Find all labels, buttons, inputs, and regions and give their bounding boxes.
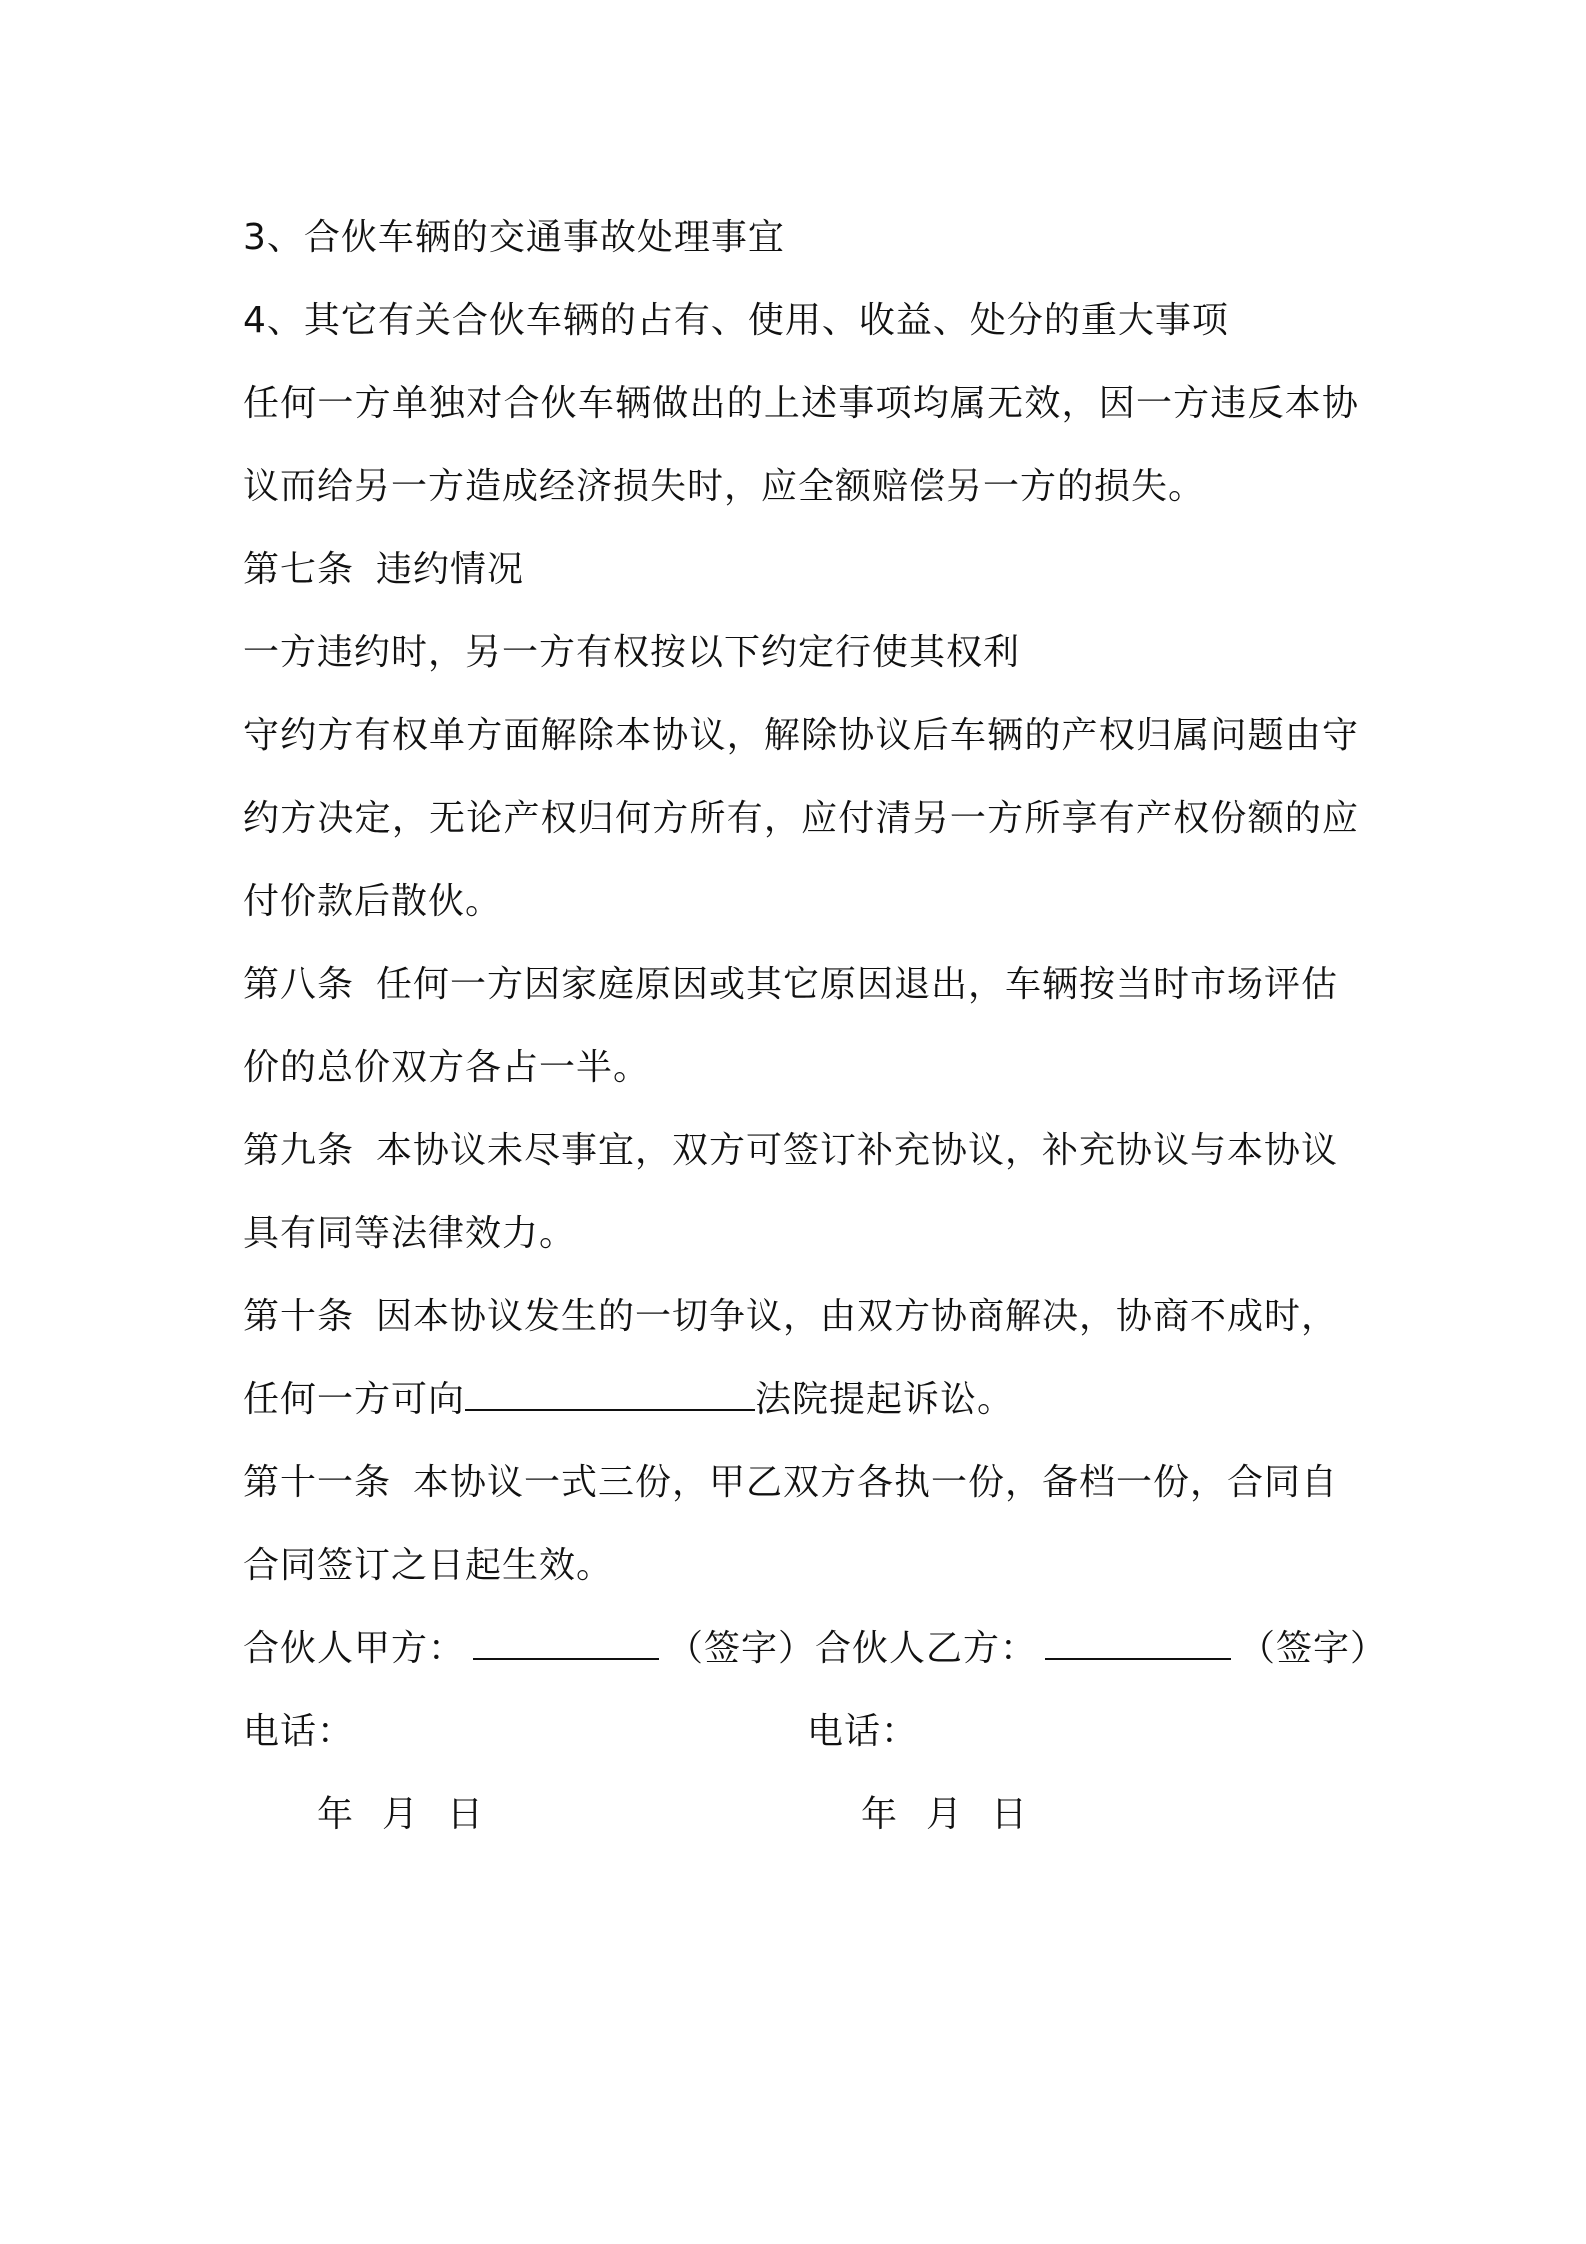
date-year: 年 [861, 1794, 899, 1835]
paragraph-line [243, 1358, 1363, 1441]
court-blank-field[interactable] [465, 1379, 755, 1411]
party-b-date [861, 1773, 1028, 1856]
article-title: 违约情况 [376, 549, 525, 590]
article-9 [243, 1109, 1363, 1192]
paragraph-line: 合同签订之日起生效。 [243, 1545, 614, 1586]
date-month: 月 [382, 1794, 420, 1835]
party-a-date [317, 1773, 484, 1856]
article-text: 因本协议发生的一切争议，由双方协商解决，协商不成时， [376, 1296, 1339, 1337]
paragraph-line: 约方决定，无论产权归何方所有，应付清另一方所享有产权份额的应 [243, 798, 1359, 839]
article-number: 第十条 [243, 1296, 355, 1337]
paragraph-line: 一方违约时，另一方有权按以下约定行使其权利 [243, 632, 1021, 673]
date-row [243, 1773, 1363, 1856]
paragraph-line: 任何一方单独对合伙车辆做出的上述事项均属无效，因一方违反本协 [243, 383, 1359, 424]
party-b-phone-label: 电话： [807, 1711, 919, 1752]
paragraph-line: 守约方有权单方面解除本协议，解除协议后车辆的产权归属问题由守 [243, 715, 1359, 756]
date-day: 日 [991, 1794, 1029, 1835]
paragraph-line: 具有同等法律效力。 [243, 1213, 577, 1254]
party-b-signature-field[interactable] [1045, 1628, 1231, 1660]
phone-row [243, 1690, 1363, 1773]
court-prefix: 任何一方可向 [243, 1379, 466, 1420]
party-a-sign-note: （签字） [667, 1628, 816, 1669]
article-number: 第十一条 [243, 1462, 392, 1503]
party-a-label: 合伙人甲方： [243, 1628, 466, 1669]
article-number: 第八条 [243, 964, 355, 1005]
paragraph-line: 议而给另一方造成经济损失时，应全额赔偿另一方的损失。 [243, 466, 1206, 507]
date-day: 日 [447, 1794, 485, 1835]
article-10 [243, 1275, 1363, 1358]
paragraph-line: 付价款后散伙。 [243, 881, 503, 922]
article-text: 本协议一式三份，甲乙双方各执一份，备档一份，合同自 [413, 1462, 1339, 1503]
party-a-signature-field[interactable] [473, 1628, 659, 1660]
document-body [243, 196, 1388, 1856]
article-8 [243, 943, 1363, 1026]
party-a-phone-label: 电话： [243, 1711, 355, 1752]
date-year: 年 [317, 1794, 355, 1835]
article-text: 任何一方因家庭原因或其它原因退出，车辆按当时市场评估 [376, 964, 1339, 1005]
article-11 [243, 1441, 1363, 1524]
date-month: 月 [926, 1794, 964, 1835]
article-text: 本协议未尽事宜，双方可签订补充协议，补充协议与本协议 [376, 1130, 1339, 1171]
list-item-3: 3、合伙车辆的交通事故处理事宜 [243, 217, 785, 258]
list-item-4: 4、其它有关合伙车辆的占有、使用、收益、处分的重大事项 [243, 300, 1229, 341]
party-b-sign-note: （签字） [1239, 1628, 1388, 1669]
court-suffix: 法院提起诉讼。 [755, 1379, 1015, 1420]
article-7-heading [243, 528, 1363, 611]
party-b-label: 合伙人乙方： [815, 1628, 1038, 1669]
article-number: 第七条 [243, 549, 355, 590]
article-number: 第九条 [243, 1130, 355, 1171]
paragraph-line: 价的总价双方各占一半。 [243, 1047, 651, 1088]
signature-row [243, 1607, 1388, 1690]
